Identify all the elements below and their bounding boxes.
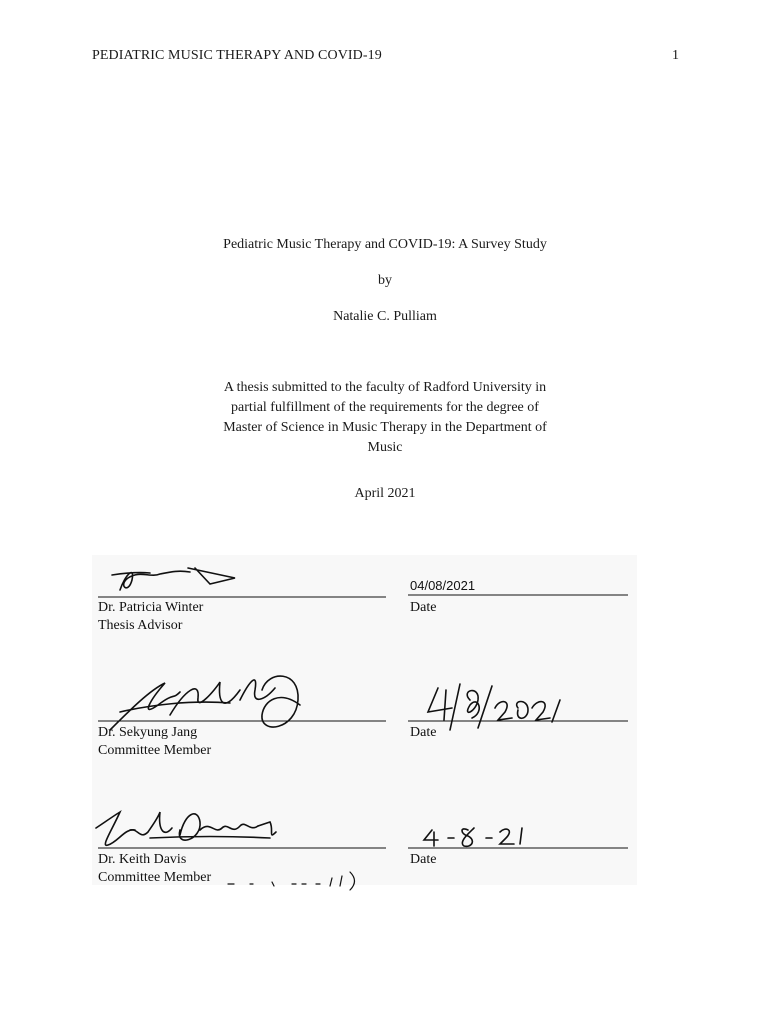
handwritten-date-text-davis	[610, 830, 615, 831]
signatory-name-jang: Dr. Sekyung Jang	[98, 725, 198, 740]
date-label-jang: Date	[410, 725, 437, 740]
author-name: Natalie C. Pulliam	[333, 309, 437, 324]
submission-line: Music	[367, 440, 403, 455]
date-label-davis: Date	[410, 852, 437, 867]
by-line: by	[378, 273, 392, 288]
submission-line: A thesis submitted to the faculty of Radford University in	[223, 380, 547, 395]
submission-line: Master of Science in Music Therapy in the Department of	[223, 420, 547, 435]
submission-line: partial fulfillment of the requirements for the degree of	[231, 400, 539, 415]
page-number: 1	[672, 48, 679, 63]
thesis-title: Pediatric Music Therapy and COVID-19: A Survey Study	[223, 237, 547, 252]
handwritten-date-text-jang	[610, 690, 615, 691]
signatory-name-davis: Dr. Keith Davis	[98, 852, 187, 867]
running-head: PEDIATRIC MUSIC THERAPY AND COVID-19	[92, 48, 382, 63]
signatory-role-winter: Thesis Advisor	[98, 618, 183, 633]
signatory-role-davis: Committee Member	[98, 870, 212, 885]
signatory-name-winter: Dr. Patricia Winter	[98, 600, 204, 615]
submission-date: April 2021	[354, 486, 416, 501]
submission-statement	[185, 378, 585, 458]
signatory-role-jang: Committee Member	[98, 743, 212, 758]
date-label-winter: Date	[410, 600, 437, 615]
typed-date-winter: 04/08/2021	[410, 578, 476, 593]
